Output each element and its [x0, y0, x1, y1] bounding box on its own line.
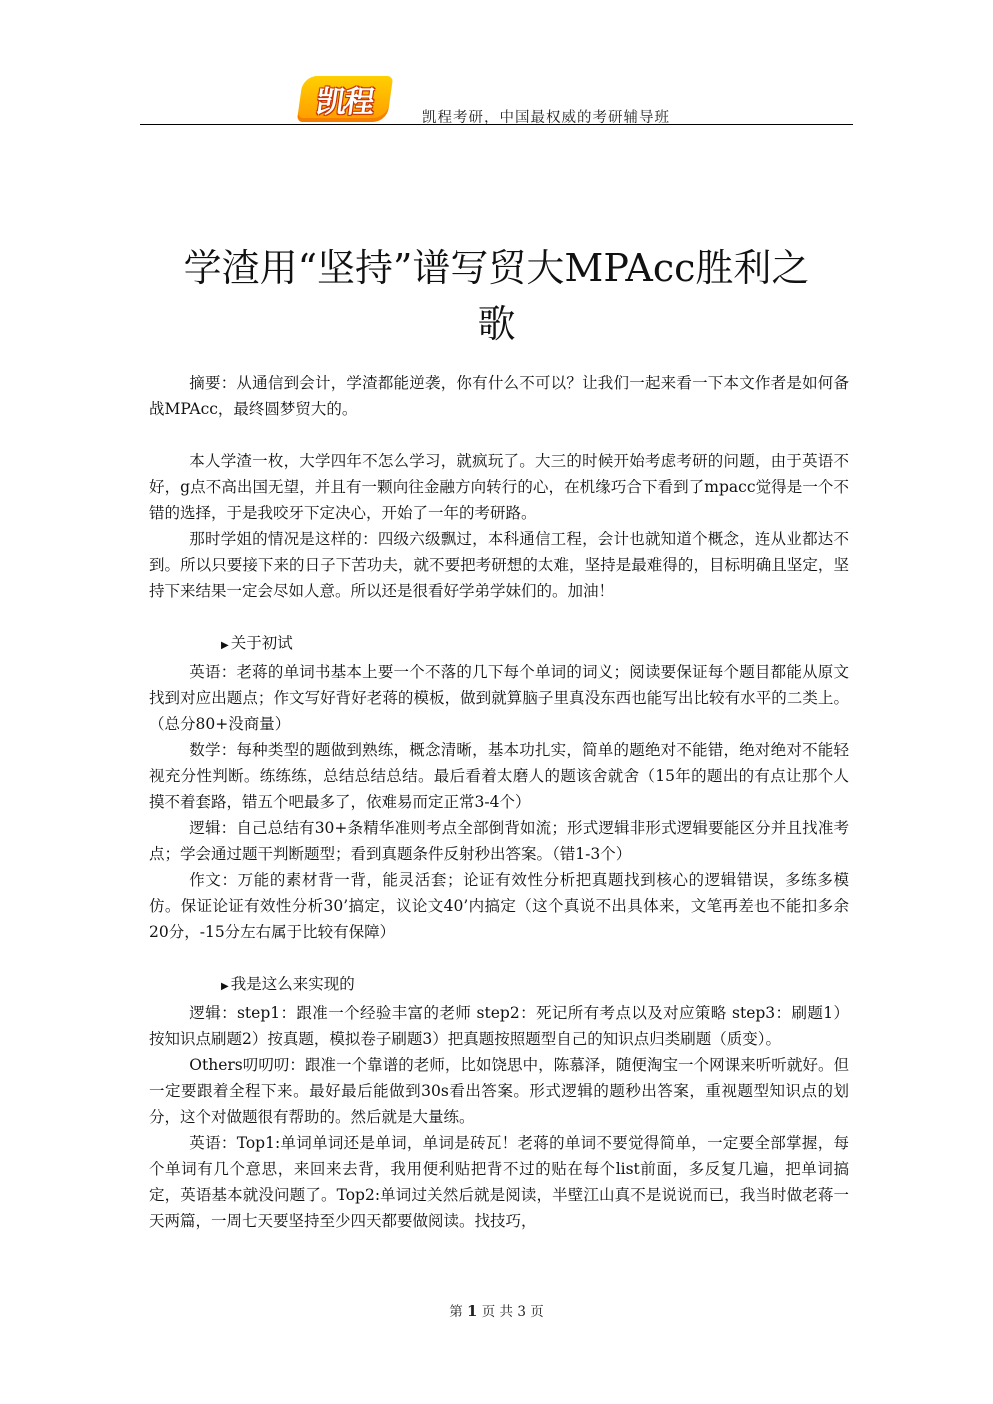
- footer-middle: 页 共: [481, 1304, 514, 1320]
- spacer: [149, 945, 849, 971]
- section-heading-how: [149, 971, 849, 1000]
- logic-method-paragraph: 逻辑：step1：跟准一个经验丰富的老师 step2：死记所有考点以及对应策略 step3：刷题1）按知识点刷题2）按真题，模拟卷子刷题3）把真题按照题型自己的知识点归类刷题（质变）。: [149, 1004, 849, 1048]
- logo-text: 凯程: [314, 85, 375, 120]
- footer-prefix: 第: [449, 1304, 463, 1320]
- writing-paragraph: 作文：万能的素材背一背，能灵活套；论证有效性分析把真题找到核心的逻辑错误，多练多模仿。保证论证有效性分析30’搞定，议论文40’内搞定（这个真说不出具体来，文笔再差也不能扣多余20分，-15分左右属于比较有保障）: [149, 871, 849, 941]
- page-footer: [0, 1300, 993, 1320]
- page-header: [140, 76, 853, 128]
- total-pages: 3: [517, 1304, 526, 1320]
- english-method-paragraph: 英语：Top1:单词单词还是单词，单词是砖瓦！老蒋的单词不要觉得简单，一定要全部掌握，每个单词有几个意思，来回来去背，我用便利贴把背不过的贴在每个list前面，多反复几遍，把单词搞定，英语基本就没问题了。Top2:单词过关然后就是阅读，半壁江山真不是说说而已，我当时做老蒋一天两篇，一周七天要坚持至少四天都要做阅读。找技巧，: [149, 1134, 849, 1230]
- kaicheng-logo: [297, 76, 393, 122]
- spacer: [149, 422, 849, 448]
- title-line-1: 学渣用“坚持”谱写贸大MPAcc胜利之: [183, 246, 810, 290]
- others-paragraph: Others叨叨叨：跟准一个靠谱的老师，比如饶思中，陈慕泽，随便淘宝一个网课来听听就好。但一定要跟着全程下来。最好最后能做到30s看出答案。形式逻辑的题秒出答案，重视题型知识点的划分，这个对做题很有帮助的。然后就是大量练。: [149, 1056, 849, 1126]
- section-heading-text: 我是这么来实现的: [230, 975, 355, 993]
- english-paragraph: 英语：老蒋的单词书基本上要一个不落的几下每个单词的词义；阅读要保证每个题目都能从原文找到对应出题点；作文写好背好老蒋的模板，做到就算脑子里真没东西也能写出比较有水平的二类上。（总分80+没商量）: [149, 663, 849, 733]
- title-line-2: 歌: [477, 302, 516, 346]
- intro-paragraph-2: 那时学姐的情况是这样的：四级六级飘过，本科通信工程，会计也就知道个概念，连从业都达不到。所以只要接下来的日子下苦功夫，就不要把考研想的太难，坚持是最难得的，目标明确且坚定，坚持下来结果一定会尽如人意。所以还是很看好学弟学妹们的。加油！: [149, 530, 849, 600]
- footer-suffix: 页: [530, 1304, 544, 1320]
- triangle-bullet-icon: ▶: [221, 981, 229, 992]
- intro-paragraph-1: 本人学渣一枚，大学四年不怎么学习，就疯玩了。大三的时候开始考虑考研的问题，由于英语不好，g点不高出国无望，并且有一颗向往金融方向转行的心，在机缘巧合下看到了mpacc觉得是一个不错的选择，于是我咬牙下定决心，开始了一年的考研路。: [149, 452, 849, 522]
- abstract-paragraph: 摘要：从通信到会计，学渣都能逆袭，你有什么不可以？让我们一起来看一下本文作者是如何备战MPAcc，最终圆梦贸大的。: [149, 374, 849, 418]
- header-tagline: 凯程考研，中国最权威的考研辅导班: [422, 110, 670, 126]
- document-body: [149, 370, 849, 1234]
- section-heading-initial-exam: [149, 630, 849, 659]
- math-paragraph: 数学：每种类型的题做到熟练，概念清晰，基本功扎实，简单的题绝对不能错，绝对绝对不能轻视充分性判断。练练练，总结总结总结。最后看着太磨人的题该舍就舍（15年的题出的有点让那个人摸不着套路，错五个吧最多了，依难易而定正常3-4个）: [149, 741, 849, 811]
- spacer: [149, 604, 849, 630]
- current-page-number: 1: [467, 1302, 478, 1320]
- triangle-bullet-icon: ▶: [221, 640, 229, 651]
- logic-paragraph: 逻辑：自己总结有30+条精华准则考点全部倒背如流；形式逻辑非形式逻辑要能区分并且找准考点；学会通过题干判断题型；看到真题条件反射秒出答案。（错1-3个）: [149, 819, 849, 863]
- section-heading-text: 关于初试: [230, 634, 293, 652]
- header-divider: [140, 124, 853, 125]
- document-title: [140, 240, 853, 352]
